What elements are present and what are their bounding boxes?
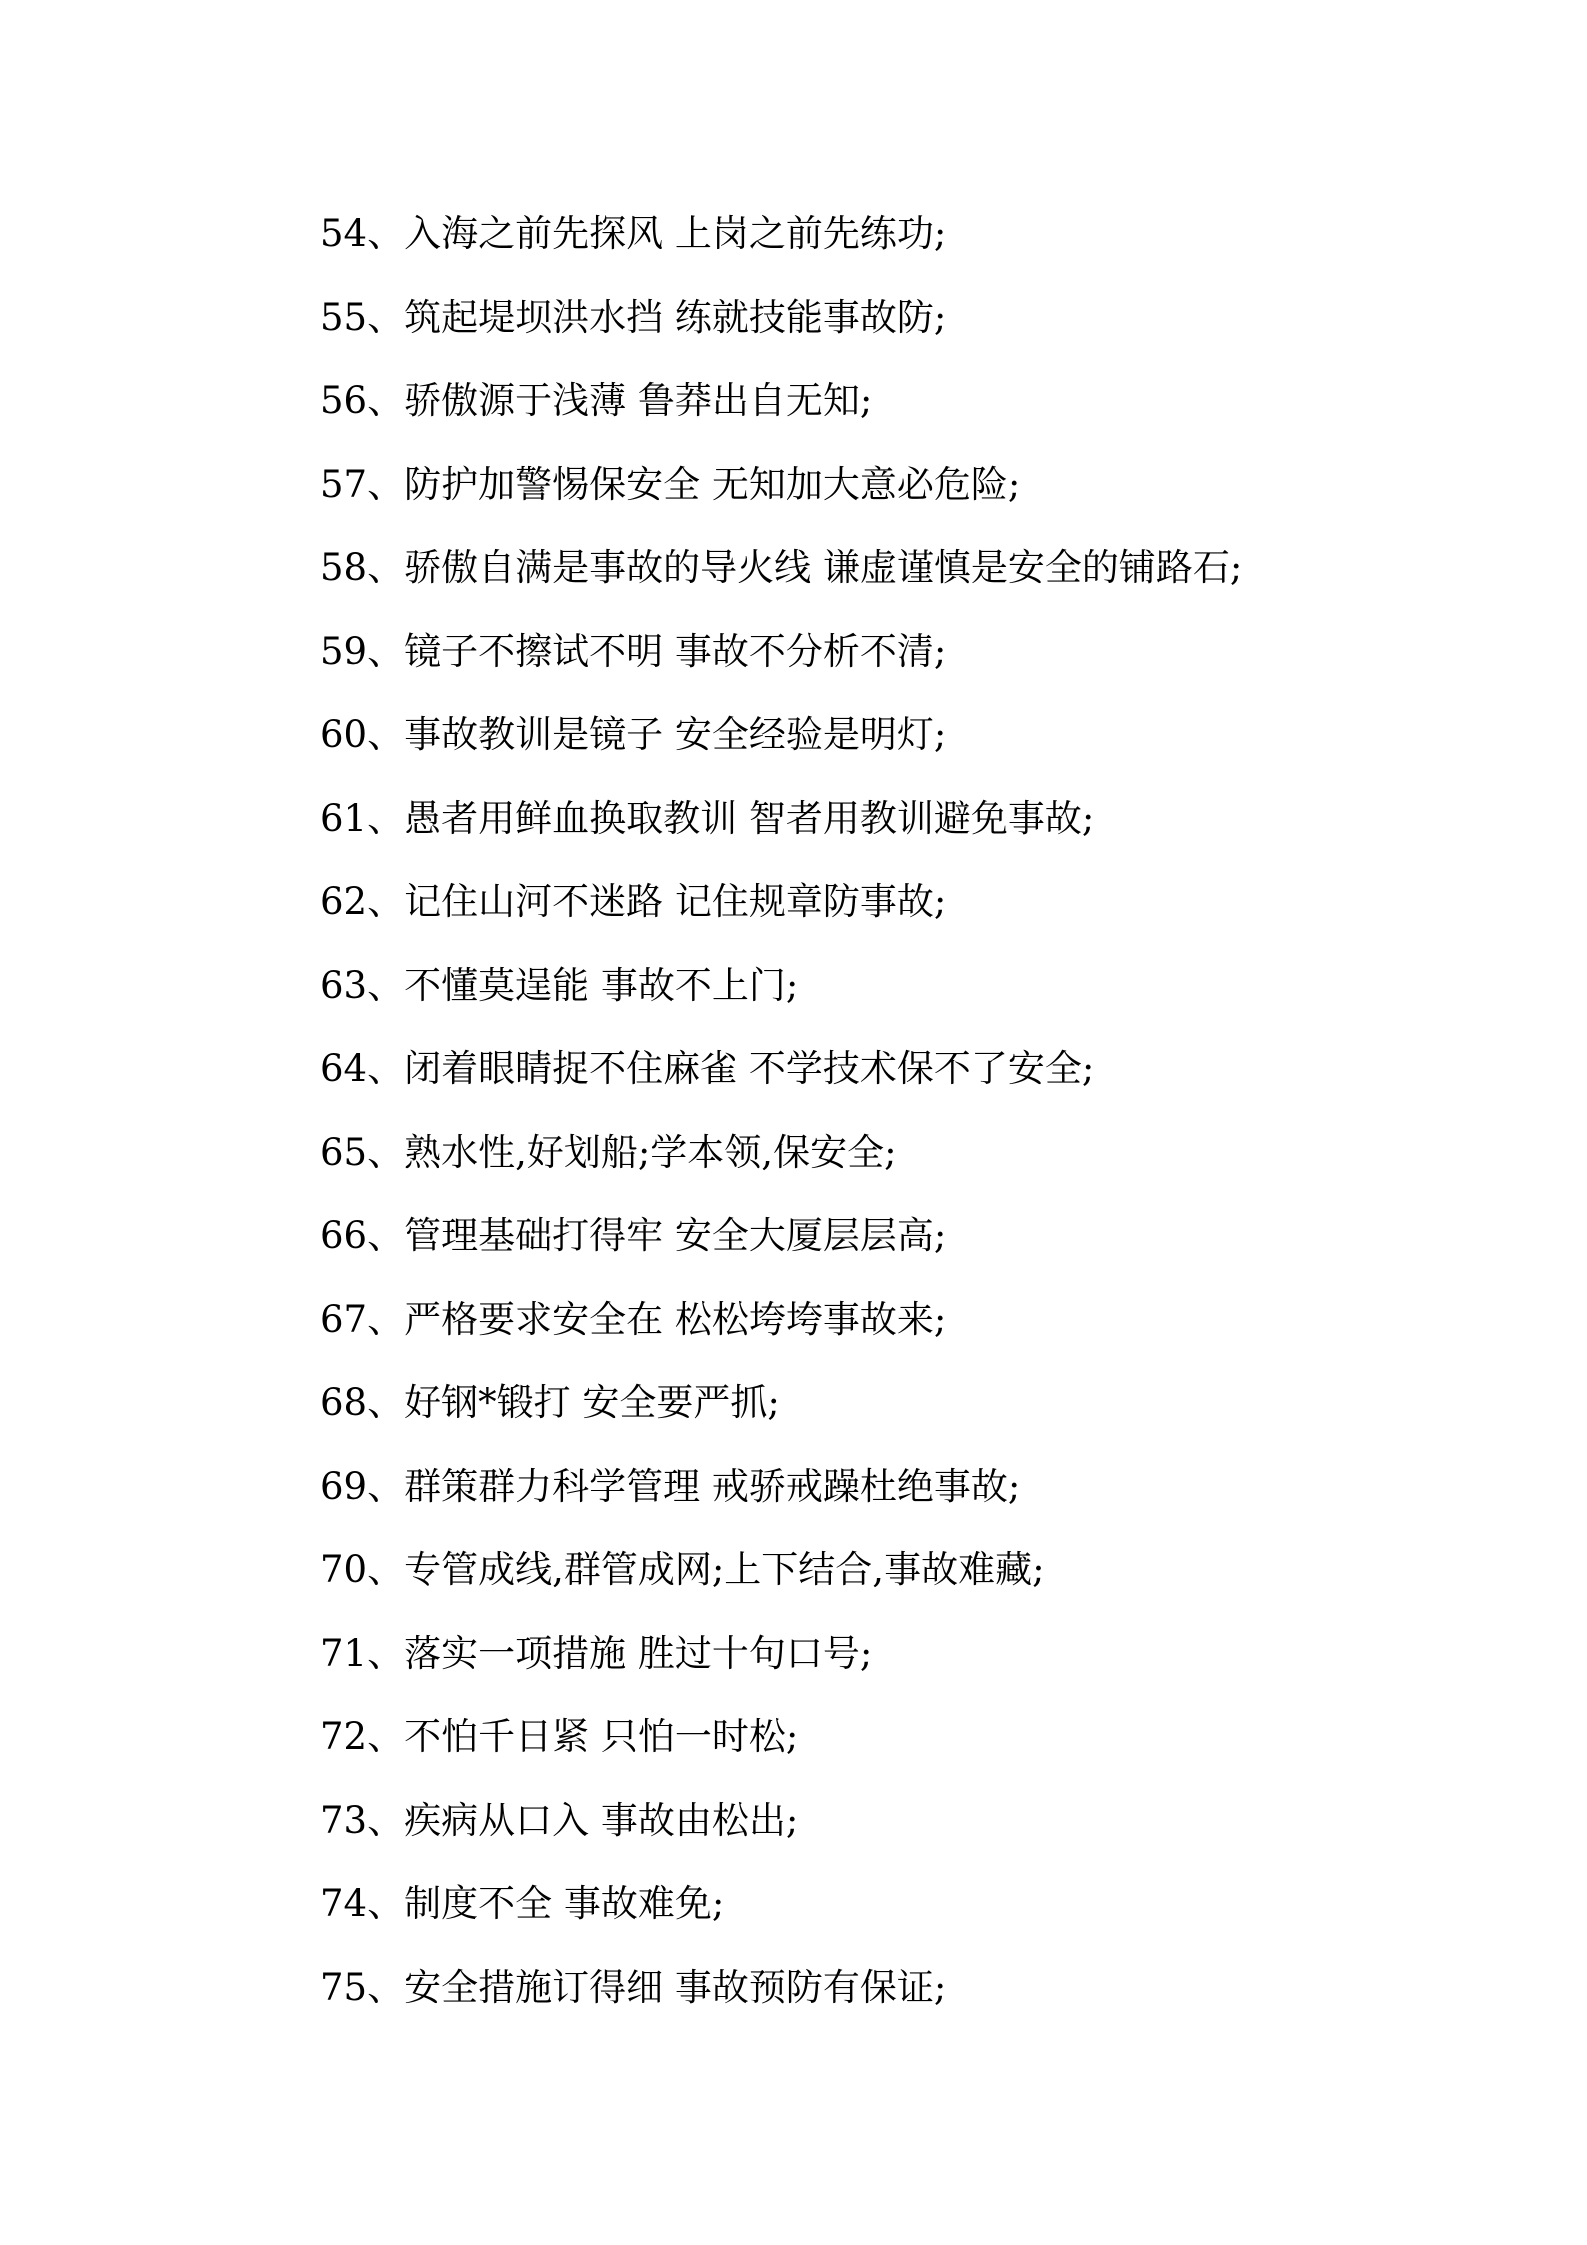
slogan-line: 68、好钢*锻打 安全要严抓; — [320, 1381, 780, 1424]
slogan-line: 59、镜子不擦试不明 事故不分析不清; — [320, 629, 947, 673]
slogan-line: 72、不怕千日紧 只怕一时松; — [320, 1715, 799, 1758]
slogan-line: 54、入海之前先探风 上岗之前先练功; — [320, 212, 947, 255]
slogan-line: 73、疾病从口入 事故由松出; — [320, 1798, 799, 1842]
slogan-list — [320, 204, 1242, 2041]
slogan-line: 71、落实一项措施 胜过十句口号; — [320, 1631, 873, 1675]
slogan-line: 67、严格要求安全在 松松垮垮事故来; — [320, 1297, 947, 1341]
slogan-line: 56、骄傲源于浅薄 鲁莽出自无知; — [320, 379, 873, 422]
slogan-line: 64、闭着眼睛捉不住麻雀 不学技术保不了安全; — [320, 1047, 1095, 1090]
slogan-line: 65、熟水性,好划船;学本领,保安全; — [320, 1130, 897, 1174]
slogan-line: 61、愚者用鲜血换取教训 智者用教训避免事故; — [320, 796, 1095, 840]
slogan-line: 57、防护加警惕保安全 无知加大意必危险; — [320, 462, 1021, 506]
slogan-line: 60、事故教训是镜子 安全经验是明灯; — [320, 713, 947, 756]
slogan-line: 55、筑起堤坝洪水挡 练就技能事故防; — [320, 295, 947, 339]
slogan-line: 62、记住山河不迷路 记住规章防事故; — [320, 880, 947, 923]
slogan-line: 66、管理基础打得牢 安全大厦层层高; — [320, 1214, 947, 1257]
slogan-line: 58、骄傲自满是事故的导火线 谦虚谨慎是安全的铺路石; — [320, 546, 1243, 589]
slogan-line: 69、群策群力科学管理 戒骄戒躁杜绝事故; — [320, 1464, 1021, 1508]
slogan-line: 63、不懂莫逞能 事故不上门; — [320, 963, 799, 1007]
slogan-line: 74、制度不全 事故难免; — [320, 1882, 725, 1925]
slogan-line: 75、安全措施订得细 事故预防有保证; — [320, 1965, 947, 2009]
slogan-line: 70、专管成线,群管成网;上下结合,事故难藏; — [320, 1548, 1045, 1591]
